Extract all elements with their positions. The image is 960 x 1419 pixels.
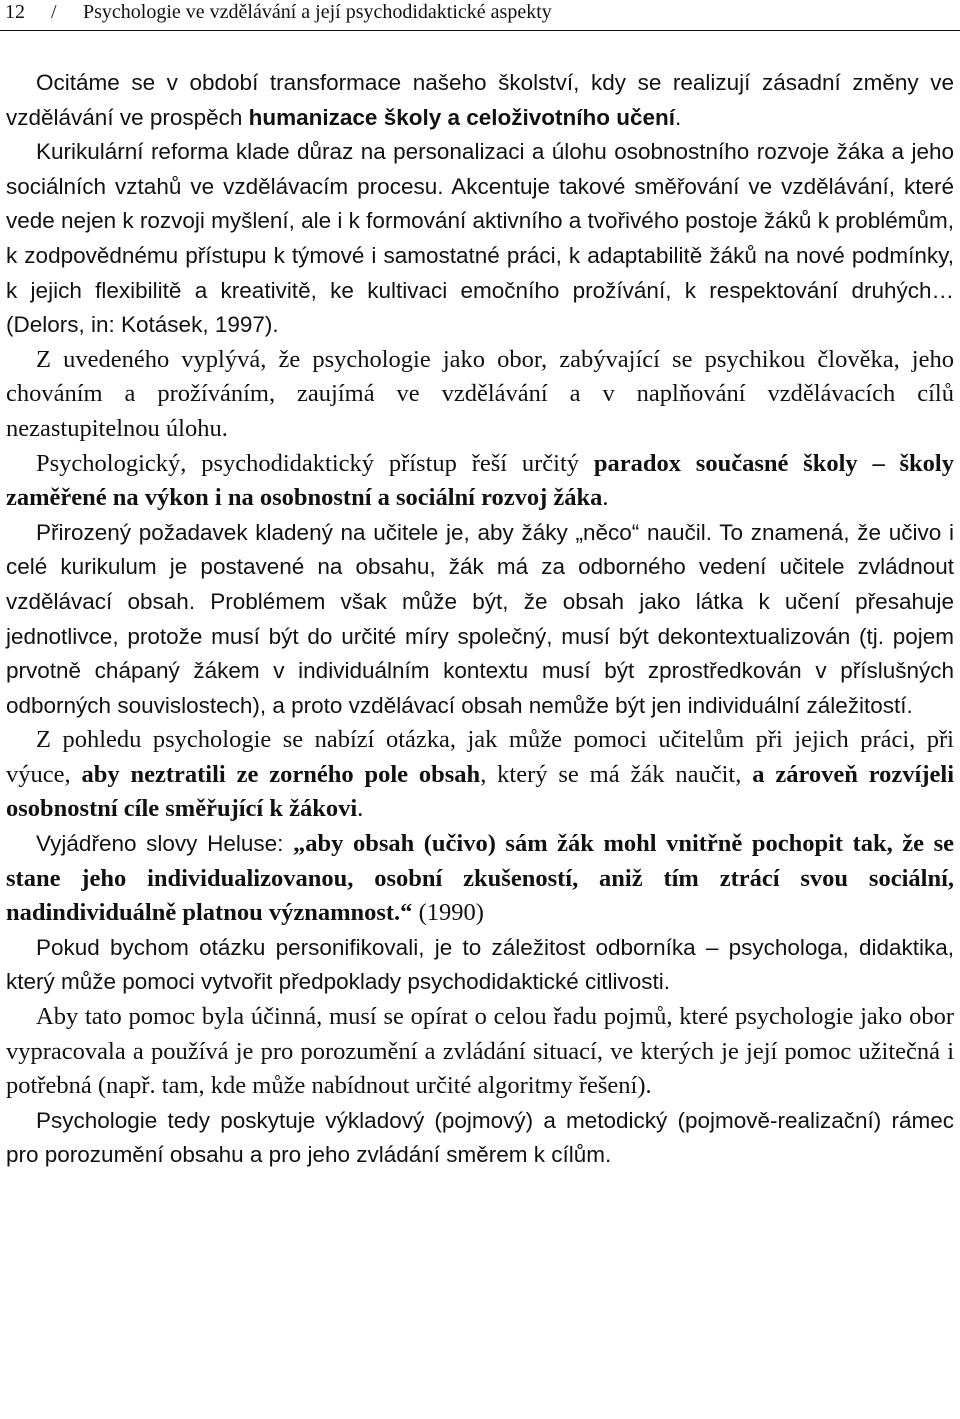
paragraph-4: [6, 447, 954, 516]
chapter-title: Psychologie ve vzdělávání a její psychodidaktické aspekty: [83, 1, 552, 23]
header-separator: /: [51, 1, 57, 23]
paragraph-6-segment-1: Z pohledu psychologie se nabízí otázka, jak může pomoci učitelům při jejich práci, při výuce,: [6, 726, 954, 788]
running-header: [5, 2, 955, 32]
paragraph-3: [6, 343, 954, 447]
page-number: 12: [5, 1, 25, 23]
paragraph-7-segment-1: Vyjádřeno slovy Heluse:: [36, 831, 294, 857]
paragraph-2: [6, 135, 954, 343]
header-rule: [0, 30, 960, 31]
paragraph-6: [6, 723, 954, 827]
paragraph-5-segment-1: Přirozený požadavek kladený na učitele je, aby žáky „něco“ naučil. To znamená, že učivo i celé kurikulum je postavené na obsahu, žák má za odborného vedení učitele zvládnout vzdělávací obsah. Problémem však může být, že obsah jako látka k učení přesahuje jednotlivce, protože musí být do určité míry společný, musí být dekontextualizován (tj. pojem prvotně chápaný žákem v individuálním kontextu musí být zprostředkován v příslušných odborných souvislostech), a proto vzdělávací obsah nemůže být jen individuální záležitostí.: [6, 519, 954, 718]
paragraph-3-segment-1: Z uvedeného vyplývá, že psychologie jako obor, zabývající se psychikou člověka, jeho chováním a prožíváním, zaujímá ve vzdělávání a v naplňování vzdělávacích cílů nezastupitelnou úlohu.: [6, 345, 954, 442]
paragraph-6-emphasis-1: aby neztratili ze zorného pole obsah: [81, 760, 481, 788]
paragraph-7-quote: „aby obsah (učivo) sám žák mohl vnitřně pochopit tak, že se stane jeho individualizovanou, osobní zkušeností, aniž tím ztrácí svou sociální, nadindividuálně platnou významnost.“: [6, 830, 954, 927]
paragraph-5: [6, 516, 954, 724]
paragraph-8-segment-1: Pokud bychom otázku personifikovali, je to záležitost odborníka – psychologa, didaktika, který může pomoci vytvořit předpoklady psychodidaktické citlivosti.: [6, 934, 954, 995]
paragraph-1-emphasis-1: humanizace školy a celoživotního učení: [248, 104, 676, 130]
paragraph-1: [6, 66, 954, 135]
paragraph-6-segment-5: .: [357, 795, 364, 823]
paragraph-2-segment-1: Kurikulární reforma klade důraz na personalizaci a úlohu osobnostního rozvoje žáka a jeho sociálních vztahů ve vzdělávacím procesu. Akcentuje takové směřování ve vzdělávání, které vede nejen k rozvoji myšlení, ale i k formování aktivního a tvořivého postoje žáků k problémům, k zodpovědnému přístupu k týmové i samostatné práci, k adaptabilitě žáků na nové podmínky, k jejich flexibilitě a kreativitě, ke kultivaci emočního prožívání, k respektování druhých… (Delors, in: Kotásek, 1997).: [6, 139, 954, 338]
paragraph-1-segment-3: .: [675, 104, 682, 130]
paragraph-4-emphasis-1: paradox současné školy – školy zaměřené na výkon i na osobnostní a sociální rozvoj žáka: [6, 449, 954, 512]
paragraph-9-segment-1: Aby tato pomoc byla účinná, musí se opírat o celou řadu pojmů, které psychologie jako obor vypracovala a používá je pro porozumění a zvládání situací, ve kterých je její pomoc užitečná i potřebná (např. tam, kde může nabídnout určité algoritmy řešení).: [6, 1003, 954, 1100]
paragraph-7-citation: (1990): [412, 899, 484, 927]
paragraph-10: [6, 1104, 954, 1173]
paragraph-6-emphasis-2: a zároveň rozvíjeli osobnostní cíle směřující k žákovi: [6, 760, 955, 823]
paragraph-7: [6, 827, 954, 931]
paragraph-9: [6, 1000, 954, 1104]
paragraph-4-segment-1: Psychologický, psychodidaktický přístup řeší určitý: [36, 449, 594, 477]
paragraph-8: [6, 931, 954, 1000]
paragraph-4-segment-3: .: [602, 484, 609, 512]
paragraph-1-segment-1: Ocitáme se v období transformace našeho školství, kdy se realizují zásadní změny ve vzdělávání ve prospěch: [6, 70, 954, 130]
body-text: [6, 66, 954, 1173]
paragraph-10-segment-1: Psychologie tedy poskytuje výkladový (pojmový) a metodický (pojmově-realizační) rámec pro porozumění obsahu a pro jeho zvládání směrem k cílům.: [6, 1107, 954, 1168]
paragraph-6-segment-3: , který se má žák naučit,: [480, 760, 753, 788]
